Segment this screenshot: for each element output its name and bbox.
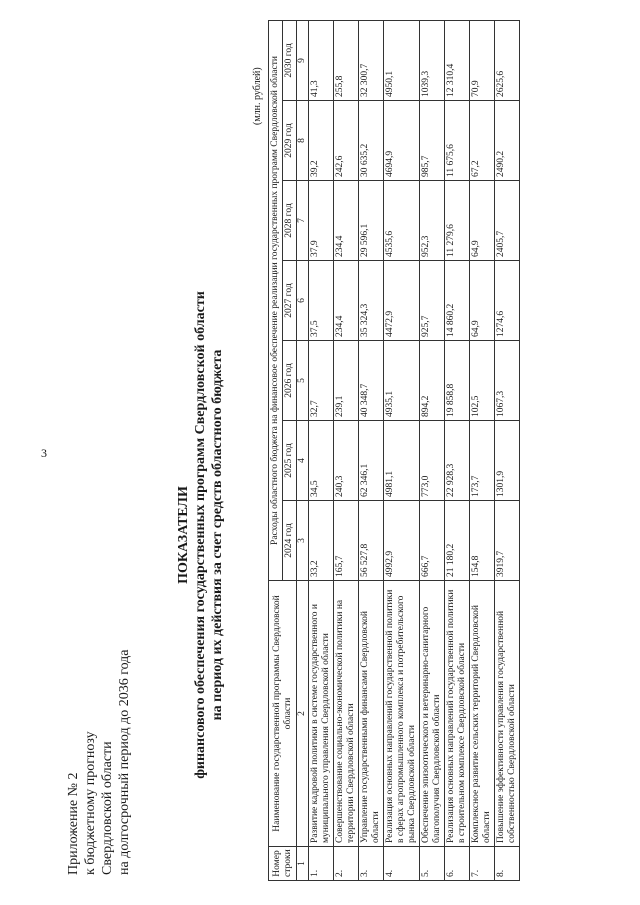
appendix-line: Свердловской области [100, 741, 115, 875]
title-line-3: на период их действия за счет средств областного бюджета [210, 349, 225, 721]
value-cell: 40 348,7 [359, 341, 384, 421]
row-number-cell: 4. [384, 847, 420, 881]
header-row-number: Номер строки [269, 847, 297, 881]
row-number-cell: 3. [359, 847, 384, 881]
value-cell: 32 300,7 [359, 20, 384, 100]
row-number-cell: 1. [309, 847, 334, 881]
header-year: 2029 год [283, 101, 297, 181]
column-index-row [297, 20, 309, 880]
value-cell: 34,5 [309, 421, 334, 501]
program-name-cell: Реализация основных направлений государственной политики в строительном комплексе Свердловской области [445, 581, 470, 847]
value-cell: 1067,3 [495, 341, 520, 421]
header-program-name: Наименование государственной программы Свердловской области [269, 581, 297, 847]
value-cell: 35 324,3 [359, 261, 384, 341]
column-index: 4 [297, 421, 309, 501]
value-cell: 19 858,8 [445, 341, 470, 421]
value-cell: 2490,2 [495, 101, 520, 181]
value-cell: 925,7 [420, 261, 445, 341]
appendix-line: к бюджетному прогнозу [83, 731, 98, 875]
column-index: 7 [297, 181, 309, 261]
column-index: 9 [297, 20, 309, 100]
program-name-cell: Реализация основных направлений государственной политики в сферах агропромышленного комплекса и потребительского рынка Свердловской области [384, 581, 420, 847]
value-cell: 12 310,4 [445, 20, 470, 100]
program-name-cell: Комплексное развитие сельских территорий Свердловской области [470, 581, 495, 847]
value-cell: 1301,9 [495, 421, 520, 501]
value-cell: 39,2 [309, 101, 334, 181]
value-cell: 37,9 [309, 181, 334, 261]
value-cell: 4535,6 [384, 181, 420, 261]
value-cell: 165,7 [334, 501, 359, 581]
value-cell: 102,5 [470, 341, 495, 421]
value-cell: 4694,9 [384, 101, 420, 181]
value-cell: 56 527,8 [359, 501, 384, 581]
appendix-line: на долгосрочный период до 2036 года [117, 649, 132, 875]
row-number-cell: 5. [420, 847, 445, 881]
value-cell: 30 635,2 [359, 101, 384, 181]
header-year: 2027 год [283, 261, 297, 341]
value-cell: 952,3 [420, 181, 445, 261]
value-cell: 240,3 [334, 421, 359, 501]
column-index: 2 [297, 581, 309, 847]
row-number-cell: 2. [334, 847, 359, 881]
value-cell: 70,9 [470, 20, 495, 100]
title-line-1: ПОКАЗАТЕЛИ [176, 486, 191, 584]
table-row [334, 20, 359, 880]
table-row [384, 20, 420, 880]
value-cell: 773,0 [420, 421, 445, 501]
value-cell: 894,2 [420, 341, 445, 421]
program-name-cell: Совершенствование социально-экономической политики на территории Свердловской области [334, 581, 359, 847]
value-cell: 242,6 [334, 101, 359, 181]
table-row [470, 20, 495, 880]
value-cell: 14 860,2 [445, 261, 470, 341]
value-cell: 22 928,3 [445, 421, 470, 501]
value-cell: 67,2 [470, 101, 495, 181]
column-index: 3 [297, 501, 309, 581]
value-cell: 11 675,6 [445, 101, 470, 181]
header-year: 2030 год [283, 20, 297, 100]
column-index: 1 [297, 847, 309, 881]
column-index: 8 [297, 101, 309, 181]
value-cell: 62 346,1 [359, 421, 384, 501]
value-cell: 3919,7 [495, 501, 520, 581]
value-cell: 37,5 [309, 261, 334, 341]
value-cell: 4935,1 [384, 341, 420, 421]
value-cell: 2625,6 [495, 20, 520, 100]
column-index: 5 [297, 341, 309, 421]
header-expenses-group: Расходы областного бюджета на финансовое обеспечение реализации государственных программ Свердловской области [269, 20, 283, 580]
header-year: 2024 год [283, 501, 297, 581]
units-label: (млн. рублей) [252, 67, 263, 125]
value-cell: 21 180,2 [445, 501, 470, 581]
value-cell: 234,4 [334, 261, 359, 341]
value-cell: 255,8 [334, 20, 359, 100]
value-cell: 33,2 [309, 501, 334, 581]
value-cell: 64,9 [470, 181, 495, 261]
value-cell: 2405,7 [495, 181, 520, 261]
appendix-block [65, 649, 133, 875]
header-year: 2025 год [283, 421, 297, 501]
row-number-cell: 6. [445, 847, 470, 881]
header-year: 2028 год [283, 181, 297, 261]
header-year: 2026 год [283, 341, 297, 421]
value-cell: 11 279,6 [445, 181, 470, 261]
table-row [445, 20, 470, 880]
program-name-cell: Развитие кадровой политики в системе государственного и муниципального управления Свердловской области [309, 581, 334, 847]
value-cell: 173,7 [470, 421, 495, 501]
page-number: 3 [41, 446, 47, 460]
row-number-cell: 7. [470, 847, 495, 881]
value-cell: 1039,3 [420, 20, 445, 100]
value-cell: 32,7 [309, 341, 334, 421]
value-cell: 4992,9 [384, 501, 420, 581]
row-number-cell: 8. [495, 847, 520, 881]
value-cell: 41,3 [309, 20, 334, 100]
table-row [359, 20, 384, 880]
value-cell: 29 596,1 [359, 181, 384, 261]
table-row [309, 20, 334, 880]
value-cell: 1274,6 [495, 261, 520, 341]
value-cell: 234,4 [334, 181, 359, 261]
document-title [175, 225, 226, 845]
table-row [420, 20, 445, 880]
program-name-cell: Обеспечение эпизоотического и ветеринарно-санитарного благополучия Свердловской области [420, 581, 445, 847]
value-cell: 239,1 [334, 341, 359, 421]
value-cell: 64,9 [470, 261, 495, 341]
financing-table [268, 20, 520, 881]
value-cell: 985,7 [420, 101, 445, 181]
column-index: 6 [297, 261, 309, 341]
appendix-line: Приложение № 2 [66, 772, 81, 875]
table-row [495, 20, 520, 880]
program-name-cell: Повышение эффективности управления государственной собственностью Свердловской области [495, 581, 520, 847]
value-cell: 4950,1 [384, 20, 420, 100]
title-line-2: финансового обеспечения государственных программ Свердловской области [193, 291, 208, 779]
value-cell: 4472,9 [384, 261, 420, 341]
program-name-cell: Управление государственными финансами Свердловской области [359, 581, 384, 847]
value-cell: 154,8 [470, 501, 495, 581]
value-cell: 4981,1 [384, 421, 420, 501]
value-cell: 666,7 [420, 501, 445, 581]
